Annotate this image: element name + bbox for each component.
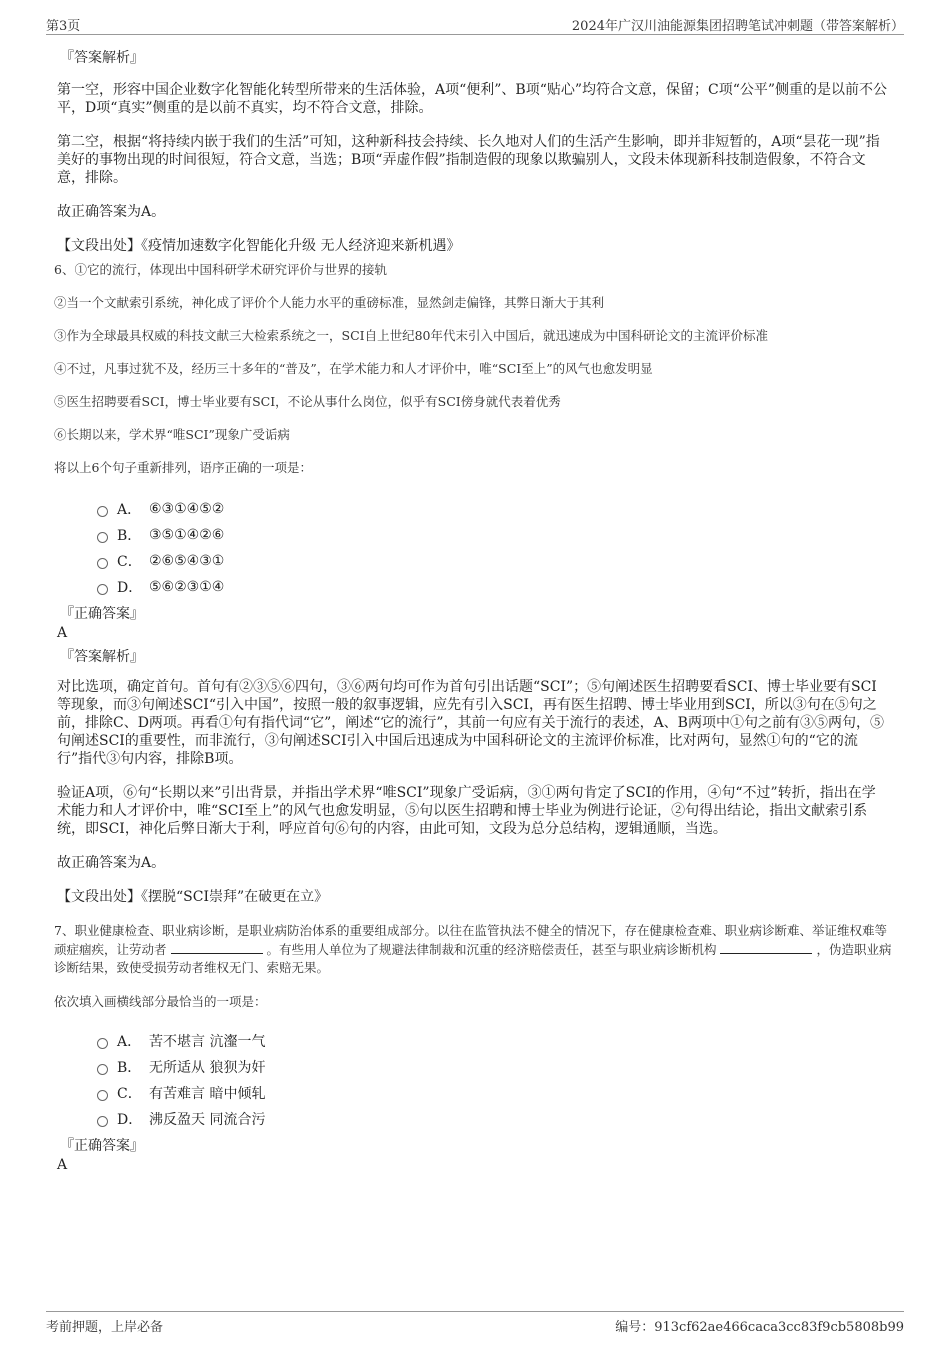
q5-source-wrap: [57, 237, 460, 255]
radio-button[interactable]: [97, 506, 108, 517]
q5-explain-p3-wrap: [57, 203, 165, 221]
option-text: ③⑤①④②⑥: [149, 527, 225, 543]
q7-stem-part-a: 7、职业健康检查、职业病诊断，是职业病防治体系的重要组成部分。以往在监管执法不健全的情况下，存在健康检查难、职业病诊断难、举证维权难等顽症痼疾，让劳动者: [54, 923, 887, 957]
radio-button[interactable]: [97, 532, 108, 543]
radio-button[interactable]: [97, 1038, 108, 1049]
page-number: 第3页: [46, 19, 81, 34]
q6-explain-p2: 验证A项，⑥句“长期以来”引出背景，并指出学术界“唯SCI”现象广受诟病，③①两句肯定了SCI的作用，④句“不过”转折，指出在学术能力和人才评价中，唯“SCI至上”的风气也愈发明显，⑤句以医生招聘和博士毕业为例进行论证，②句得出结论，指出文献索引系统，即SCI，神化后弊日渐大于利，呼应首句⑥句的内容，由此可知，文段为总分总结构，逻辑通顺，当选。: [57, 785, 876, 837]
option-text: ⑤⑥②③①④: [149, 579, 225, 595]
q7-stem-part-c: ，伪造职业病诊断结果，致使受损劳动者维权无门、索赔无果。: [54, 942, 892, 975]
footer-slogan: 考前押题，上岸必备: [46, 1320, 164, 1335]
q6-stem: [54, 261, 894, 477]
q6-explain-p1-wrap: [57, 678, 889, 768]
option-letter: D．: [117, 580, 143, 596]
option-text: 无所适从 狼狈为奸: [149, 1060, 266, 1076]
q6-sentence-1: 6、①它的流行，体现出中国科研学术研究评价与世界的接轨: [54, 262, 387, 277]
q7-stem: [54, 922, 894, 1011]
q7-options: [57, 1028, 265, 1132]
answer-blank: [720, 940, 812, 954]
answer-blank: [171, 940, 263, 954]
q6-sentence-3: ③作为全球最具权威的科技文献三大检索系统之一，SCI自上世纪80年代末引入中国后，就迅速成为中国科研论文的主流评价标准: [54, 328, 768, 343]
q6-option-b[interactable]: [97, 522, 224, 548]
radio-button[interactable]: [97, 558, 108, 569]
option-letter: B．: [117, 1060, 142, 1076]
q6-answer-block: [57, 604, 144, 667]
q6-sentence-4: ④不过，凡事过犹不及，经历三十多年的“普及”，在学术能力和人才评价中，唯“SCI至上”的风气也愈发明显: [54, 361, 653, 376]
option-letter: C．: [117, 1086, 142, 1102]
q5-explain-p3: 故正确答案为A。: [57, 204, 166, 220]
q6-option-c[interactable]: [97, 548, 224, 574]
q6-explain-heading: 『答案解析』: [60, 649, 144, 665]
radio-button[interactable]: [97, 1064, 108, 1075]
footer-serial: 编号：913cf62ae466caca3cc83f9cb5808b99: [615, 1320, 904, 1335]
q6-sentence-6: ⑥长期以来，学术界“唯SCI”现象广受诟病: [54, 427, 290, 442]
option-text: ②⑥⑤④③①: [149, 553, 225, 569]
page-header: [46, 12, 904, 35]
q6-sentence-2: ②当一个文献索引系统，神化成了评价个人能力水平的重磅标准，显然剑走偏锋，其弊日渐大于其利: [54, 295, 605, 310]
option-letter: B．: [117, 528, 142, 544]
q6-prompt: 将以上6个句子重新排列，语序正确的一项是：: [54, 460, 312, 475]
radio-button[interactable]: [97, 1090, 108, 1101]
q7-option-d[interactable]: [97, 1106, 265, 1132]
q6-sentence-5: ⑤医生招聘要看SCI，博士毕业要有SCI，不论从事什么岗位，似乎有SCI傍身就代表着优秀: [54, 394, 561, 409]
q7-answer: A: [57, 1157, 68, 1173]
q6-explain-p3-wrap: [57, 854, 165, 872]
option-text: 沸反盈天 同流合污: [149, 1112, 266, 1128]
option-letter: A．: [117, 1034, 142, 1050]
q6-explain-p2-wrap: [57, 784, 889, 838]
option-letter: C．: [117, 554, 142, 570]
q7-prompt: 依次填入画横线部分最恰当的一项是：: [54, 994, 267, 1009]
q7-option-b[interactable]: [97, 1054, 265, 1080]
q6-option-a[interactable]: [97, 496, 224, 522]
q7-option-a[interactable]: [97, 1028, 265, 1054]
q5-explain-p1: 第一空，形容中国企业数字化智能化转型所带来的生活体验，A项“便利”、B项“贴心”均符合文意，保留；C项“公平”侧重的是以前不公平，D项“真实”侧重的是以前不真实，均不符合文意，排除。: [57, 82, 888, 116]
q6-explain-p3: 故正确答案为A。: [57, 855, 166, 871]
option-text: 有苦难言 暗中倾轧: [149, 1086, 266, 1102]
q7-stem-part-b: 。有些用人单位为了规避法律制裁和沉重的经济赔偿责任，甚至与职业病诊断机构: [266, 942, 717, 957]
page-footer: [46, 1311, 904, 1336]
q7-answer-heading: 『正确答案』: [60, 1138, 144, 1154]
radio-button[interactable]: [97, 584, 108, 595]
option-letter: A．: [117, 502, 142, 518]
q6-source: 【文段出处】《摆脱“SCI崇拜”在破更在立》: [57, 889, 329, 905]
q6-explain-p1: 对比选项，确定首句。首句有②③⑤⑥四句，③⑥两句均可作为首句引出话题“SCI”；⑤句阐述医生招聘要看SCI、博士毕业要有SCI等现象，而③句阐述SCI“引入中国”，按照一般的叙事逻辑，应先有引入SCI，再有医生招聘、博士毕业用到SCI，所以③句在⑤句之前，排除C、D两项。再看①句有指代词“它”，阐述“它的流行”，其前一句应有关于流行的表述，A、B两项中①句之前有③⑤两句，⑤句阐述SCI的重要性，而非流行，③句阐述SCI引入中国后迅速成为中国科研论文的主流评价标准，比对两句，显然①句的“它的流行”指代③句内容，排除B项。: [57, 679, 884, 767]
q5-explain-heading: 『答案解析』: [60, 50, 144, 66]
radio-button[interactable]: [97, 1116, 108, 1127]
q5-explain-heading-wrap: [57, 48, 144, 68]
q5-explain-p1-wrap: [57, 81, 889, 117]
q7-answer-block: [57, 1136, 144, 1174]
q6-answer: A: [57, 625, 68, 641]
q5-source: 【文段出处】《疫情加速数字化智能化升级 无人经济迎来新机遇》: [57, 238, 461, 254]
q6-options: [57, 496, 224, 600]
q7-option-c[interactable]: [97, 1080, 265, 1106]
option-text: ⑥③①④⑤②: [149, 501, 225, 517]
q6-answer-heading: 『正确答案』: [60, 606, 144, 622]
q6-option-d[interactable]: [97, 574, 224, 600]
q5-explain-p2-wrap: [57, 133, 889, 187]
q5-explain-p2: 第二空，根据“将持续内嵌于我们的生活”可知，这种新科技会持续、长久地对人们的生活产生影响，即并非短暂的，A项“昙花一现”指美好的事物出现的时间很短，符合文意，当选；B项“弄虚作假”指制造假的现象以欺骗别人，文段未体现新科技制造假象，不符合文意，排除。: [57, 134, 880, 186]
q6-source-wrap: [57, 888, 328, 906]
document-title: 2024年广汉川油能源集团招聘笔试冲刺题（带答案解析）: [571, 19, 904, 34]
option-text: 苦不堪言 沆瀣一气: [149, 1034, 266, 1050]
option-letter: D．: [117, 1112, 143, 1128]
